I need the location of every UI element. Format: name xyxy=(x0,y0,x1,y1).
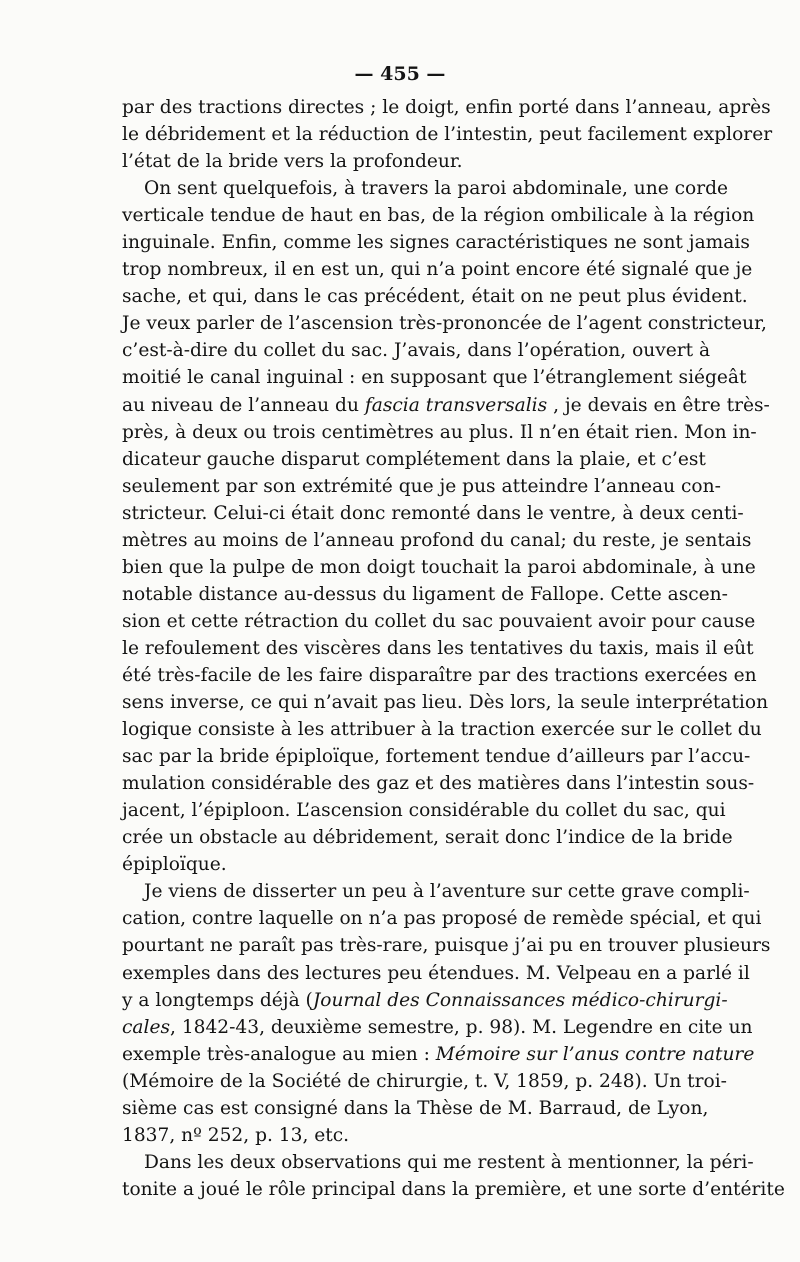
text-line: y a longtemps déjà (Journal des Connaissances médico-chirurgi- xyxy=(122,989,728,1011)
text-line: mètres au moins de l’anneau profond du canal; du reste, je sentais xyxy=(122,529,752,551)
italic-citation: Mémoire sur l’anus contre nature xyxy=(435,1043,755,1065)
text-line: le débridement et la réduction de l’intestin, peut facilement explorer xyxy=(122,124,773,146)
text-line: pourtant ne paraît pas très-rare, puisque j’ai pu en trouver plusieurs xyxy=(122,935,771,957)
text-line: tonite a joué le rôle principal dans la première, et une sorte d’entérite xyxy=(122,1178,785,1200)
text-line: On sent quelquefois, à travers la paroi abdominale, une corde xyxy=(144,178,729,200)
paragraph xyxy=(122,1149,785,1203)
text-line: au niveau de l’anneau du fascia transversalis , je devais en être très- xyxy=(122,394,770,416)
paragraph xyxy=(122,94,773,175)
text-line: mulation considérable des gaz et des matières dans l’intestin sous- xyxy=(122,773,755,795)
text-line: exemple très-analogue au mien : Mémoire sur l’anus contre nature xyxy=(122,1043,755,1065)
text-line: cation, contre laquelle on n’a pas proposé de remède spécial, et qui xyxy=(122,908,762,930)
text-line: par des tractions directes ; le doigt, enfin porté dans l’anneau, après xyxy=(122,97,771,118)
text-line: le refoulement des viscères dans les tentatives du taxis, mais il eût xyxy=(122,637,754,659)
text-line: trop nombreux, il en est un, qui n’a point encore été signalé que je xyxy=(122,259,753,281)
text-line: sième cas est consigné dans la Thèse de M. Barraud, de Lyon, xyxy=(122,1097,709,1119)
text-line: notable distance au-dessus du ligament de Fallope. Cette ascen- xyxy=(122,583,728,605)
text-line: l’état de la bride vers la profondeur. xyxy=(122,151,463,173)
page-number: — 455 — xyxy=(354,63,446,85)
text-line: seulement par son extrémité que je pus atteindre l’anneau con- xyxy=(122,475,721,497)
text-line: été très-facile de les faire disparaître par des tractions exercées en xyxy=(122,664,757,686)
text-line: sac par la bride épiploïque, fortement tendue d’ailleurs par l’accu- xyxy=(122,746,751,768)
text-line: inguinale. Enfin, comme les signes caractéristiques ne sont jamais xyxy=(122,232,750,254)
text-line: moitié le canal inguinal : en supposant que l’étranglement siégeât xyxy=(122,367,747,389)
paragraph xyxy=(122,878,771,1148)
text-line: épiploïque. xyxy=(122,854,227,876)
text-line: Dans les deux observations qui me restent à mentionner, la péri- xyxy=(144,1151,754,1173)
text-line: exemples dans des lectures peu étendues. M. Velpeau en a parlé il xyxy=(122,962,750,984)
text-line: près, à deux ou trois centimètres au plus. Il n’en était rien. Mon in- xyxy=(122,421,757,443)
text-line: dicateur gauche disparut complétement dans la plaie, et c’est xyxy=(122,448,706,470)
text-line: Je viens de disserter un peu à l’aventure sur cette grave compli- xyxy=(144,881,750,903)
text-line: Je veux parler de l’ascension très-prononcée de l’agent constricteur, xyxy=(122,313,767,335)
text-line: stricteur. Celui-ci était donc remonté dans le ventre, à deux centi- xyxy=(122,502,744,524)
text-line: verticale tendue de haut en bas, de la région ombilicale à la région xyxy=(122,205,755,227)
text-line: logique consiste à les attribuer à la traction exercée sur le collet du xyxy=(122,719,762,741)
text-line: cales, 1842-43, deuxième semestre, p. 98). M. Legendre en cite un xyxy=(122,1016,753,1038)
italic-term: fascia transversalis xyxy=(364,394,548,416)
italic-citation: Journal des Connaissances médico-chirurgi- xyxy=(312,989,728,1011)
text-line: bien que la pulpe de mon doigt touchait la paroi abdominale, à une xyxy=(122,556,756,578)
text-line: c’est-à-dire du collet du sac. J’avais, dans l’opération, ouvert à xyxy=(122,340,711,362)
paragraph xyxy=(122,175,770,878)
italic-citation: cales xyxy=(122,1016,170,1038)
text-line: crée un obstacle au débridement, serait donc l’indice de la bride xyxy=(122,827,733,849)
text-line: (Mémoire de la Société de chirurgie, t. V, 1859, p. 248). Un troi- xyxy=(122,1070,727,1092)
body-text xyxy=(122,94,785,1203)
text-line: sion et cette rétraction du collet du sac pouvaient avoir pour cause xyxy=(122,610,756,632)
text-line: sache, et qui, dans le cas précédent, était on ne peut plus évident. xyxy=(122,286,748,308)
text-line: 1837, nº 252, p. 13, etc. xyxy=(122,1124,350,1146)
text-line: jacent, l’épiploon. L’ascension considérable du collet du sac, qui xyxy=(122,800,726,822)
text-line: sens inverse, ce qui n’avait pas lieu. Dès lors, la seule interprétation xyxy=(122,692,769,714)
